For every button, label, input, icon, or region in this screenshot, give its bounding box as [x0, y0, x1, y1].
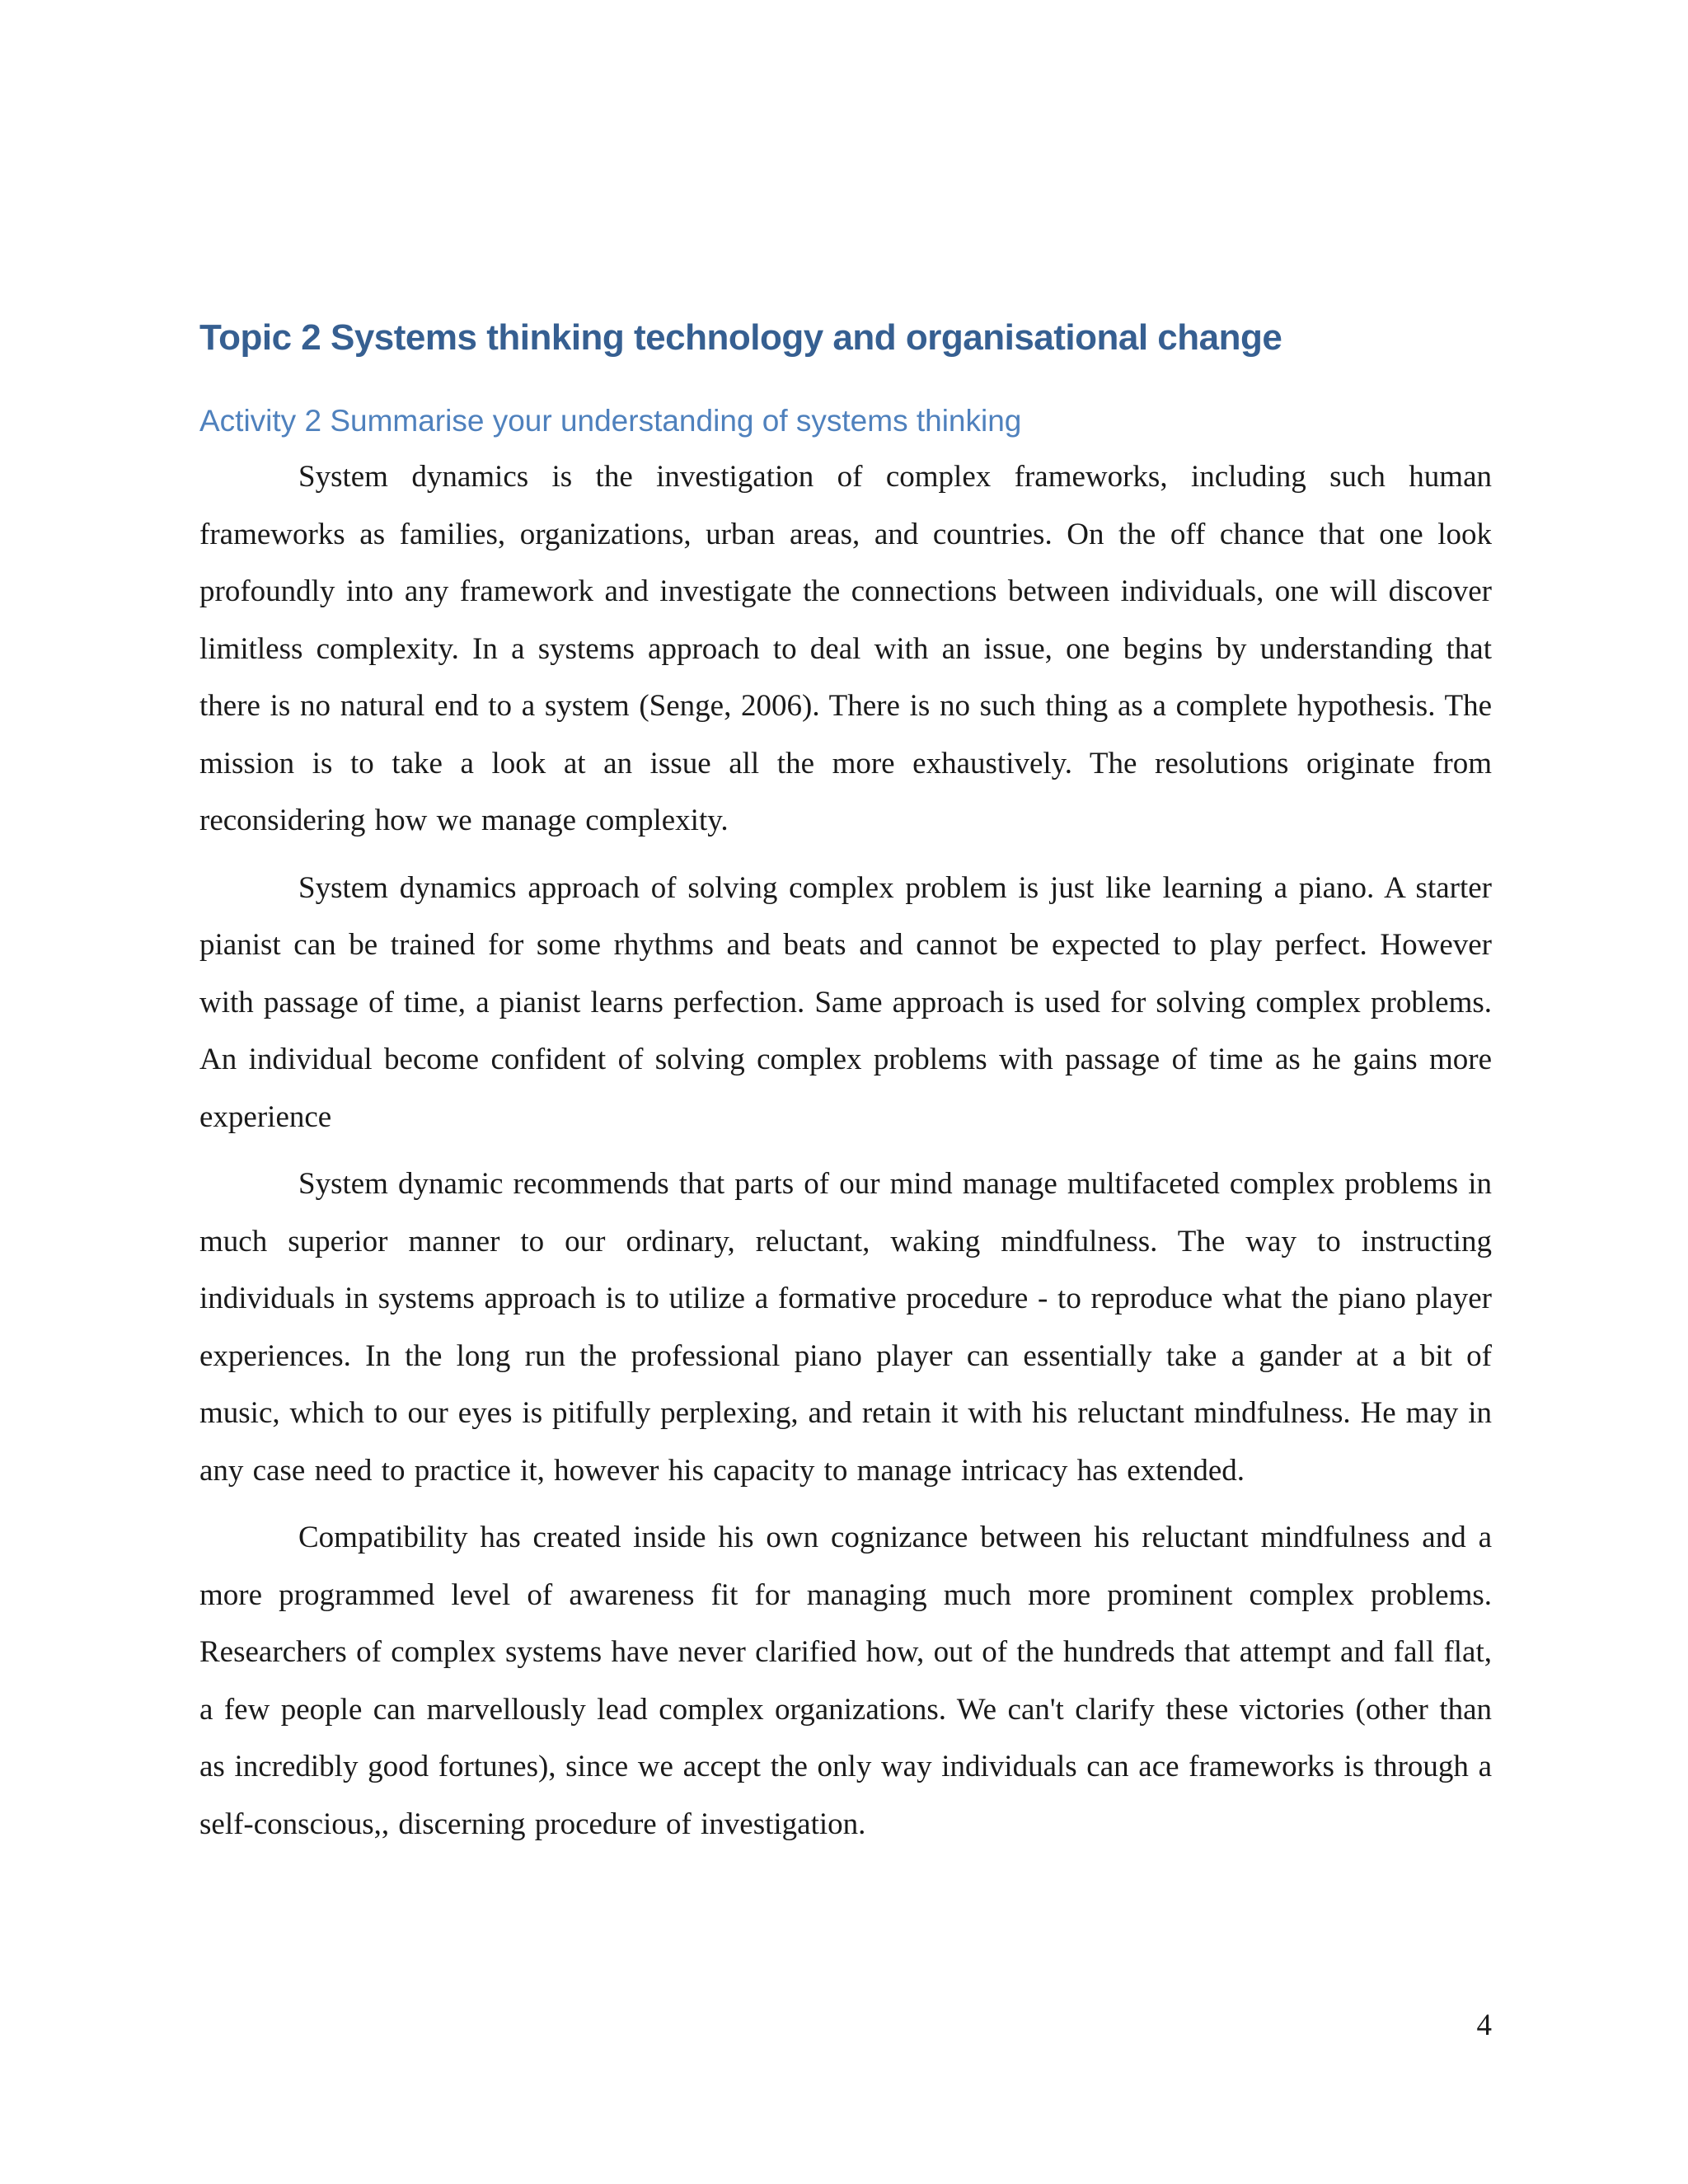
body-paragraph-1: System dynamics is the investigation of complex frameworks, including such human frameworks as families, organizations, urban areas, and countries. On the off chance that one look profoundly into any framework and investigate the connections between individuals, one will discover limitless complexity. In a systems approach to deal with an issue, one begins by understanding that there is no natural end to a system (Senge, 2006). There is no such thing as a complete hypothesis. The mission is to take a look at an issue all the more exhaustively. The resolutions originate from reconsidering how we manage complexity.: [199, 460, 1492, 837]
topic-heading: Topic 2 Systems thinking technology and organisational change: [199, 317, 1282, 358]
body-paragraph-3: System dynamic recommends that parts of our mind manage multifaceted complex problems in much superior manner to our ordinary, reluctant, waking mindfulness. The way to instructing individuals in systems approach is to utilize a formative procedure - to reproduce what the piano player experiences. In the long run the professional piano player can essentially take a gander at a bit of music, which to our eyes is pitifully perplexing, and retain it with his reluctant mindfulness. He may in any case need to practice it, however his capacity to manage intricacy has extended.: [199, 1167, 1492, 1488]
body-paragraph-4: Compatibility has created inside his own cognizance between his reluctant mindfulness and a more programmed level of awareness fit for managing much more prominent complex problems. Researchers of complex systems have never clarified how, out of the hundreds that attempt and fall flat, a few people can marvellously lead complex organizations. We can't clarify these victories (other than as incredibly good fortunes), since we accept the only way individuals can ace frameworks is through a self-conscious,, discerning procedure of investigation.: [199, 1521, 1492, 1841]
page-number: 4: [1476, 2008, 1492, 2042]
body-paragraph-2: System dynamics approach of solving complex problem is just like learning a piano. A starter pianist can be trained for some rhythms and beats and cannot be expected to play perfect. However with passage of time, a pianist learns perfection. Same approach is used for solving complex problems. An individual become confident of solving complex problems with passage of time as he gains more experience: [199, 870, 1492, 1134]
activity-heading: Activity 2 Summarise your understanding of systems thinking: [199, 404, 1022, 438]
page-content: [199, 313, 1492, 1853]
